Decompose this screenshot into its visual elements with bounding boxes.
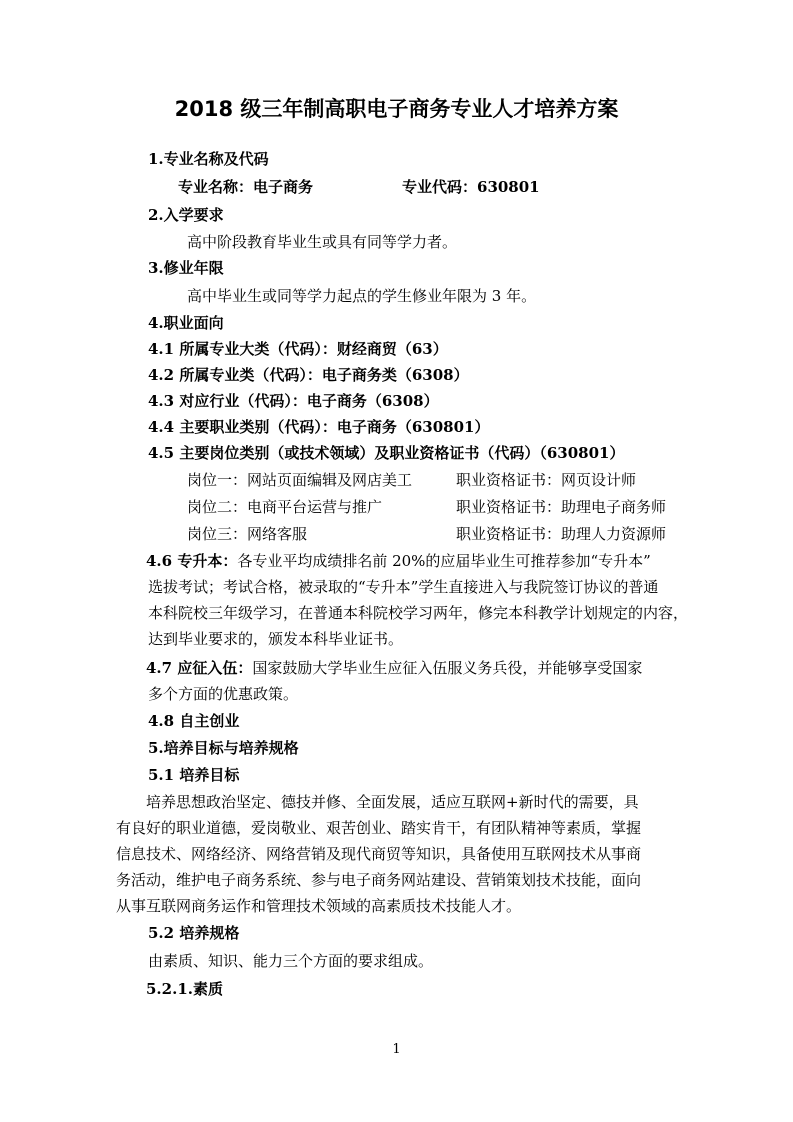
goal-line-1: 培养思想政治坚定、德技并修、全面发展，适应互联网+新时代的需要，具	[146, 793, 639, 811]
cert-1: 职业资格证书：网页设计师	[456, 471, 637, 489]
career-item-4-7	[146, 657, 642, 679]
section-heading-duration: 3.修业年限	[148, 259, 224, 277]
goal-line-2: 有良好的职业道德，爱岗敬业、艰苦创业、踏实肯干，有团队精神等素质，掌握	[116, 819, 642, 837]
cert-3: 职业资格证书：助理人力资源师	[456, 525, 667, 543]
cert-2: 职业资格证书：助理电子商务师	[456, 498, 667, 516]
spec-text: 由素质、知识、能力三个方面的要求组成。	[148, 952, 434, 970]
goal-line-3: 信息技术、网络经济、网络营销及现代商贸等知识，具备使用互联网技术从事商	[116, 845, 642, 863]
enlist-text: 国家鼓励大学毕业生应征入伍服义务兵役，并能够享受国家	[252, 659, 643, 677]
upgrade-line-4: 达到毕业要求的，颁发本科毕业证书。	[148, 630, 404, 648]
admission-text: 高中阶段教育毕业生或具有同等学力者。	[187, 233, 458, 251]
goal-line-4: 务活动，维护电子商务系统、参与电子商务网站建设、营销策划技术技能，面向	[116, 871, 642, 889]
post-1: 岗位一：网站页面编辑及网店美工	[187, 471, 413, 489]
upgrade-line-3: 本科院校三年级学习，在普通本科院校学习两年，修完本科教学计划规定的内容，	[148, 604, 689, 622]
career-item-4-4: 4.4 主要职业类别（代码）：电子商务（630801）	[148, 418, 490, 436]
upgrade-text: 各专业平均成绩排名前 20%的应届毕业生可推荐参加“专升本”	[237, 552, 651, 570]
major-code: 专业代码：630801	[402, 178, 540, 196]
enlist-label: 4.7 应征入伍：	[146, 659, 253, 677]
upgrade-line-2: 选拔考试；考试合格，被录取的“专升本”学生直接进入与我院签订协议的普通	[148, 578, 659, 596]
section-heading-career: 4.职业面向	[148, 314, 224, 332]
career-item-4-3: 4.3 对应行业（代码）：电子商务（6308）	[148, 392, 439, 410]
enlist-line-2: 多个方面的优惠政策。	[148, 685, 299, 703]
goal-line-5: 从事互联网商务运作和管理技术领域的高素质技术技能人才。	[116, 897, 522, 915]
career-item-4-2: 4.2 所属专业类（代码）：电子商务类（6308）	[148, 366, 469, 384]
section-heading-admission: 2.入学要求	[148, 206, 224, 224]
upgrade-label: 4.6 专升本：	[146, 552, 238, 570]
subsection-heading-goal: 5.1 培养目标	[148, 766, 240, 784]
post-3: 岗位三：网络客服	[187, 525, 308, 543]
career-item-4-5: 4.5 主要岗位类别（或技术领域）及职业资格证书（代码）（630801）	[148, 444, 625, 462]
page-number: 1	[392, 1042, 401, 1057]
section-heading-major: 1.专业名称及代码	[148, 150, 269, 168]
career-item-4-6	[146, 550, 651, 572]
subsection-heading-quality: 5.2.1.素质	[146, 980, 223, 998]
career-item-4-8: 4.8 自主创业	[148, 712, 240, 730]
duration-text: 高中毕业生或同等学力起点的学生修业年限为 3 年。	[187, 287, 537, 305]
major-name: 专业名称：电子商务	[178, 178, 314, 196]
career-item-4-1: 4.1 所属专业大类（代码）：财经商贸（63）	[148, 340, 448, 358]
subsection-heading-spec: 5.2 培养规格	[148, 924, 240, 942]
section-heading-goals: 5.培养目标与培养规格	[148, 739, 299, 757]
post-2: 岗位二：电商平台运营与推广	[187, 498, 383, 516]
page-title: 2018 级三年制高职电子商务专业人才培养方案	[174, 97, 619, 121]
